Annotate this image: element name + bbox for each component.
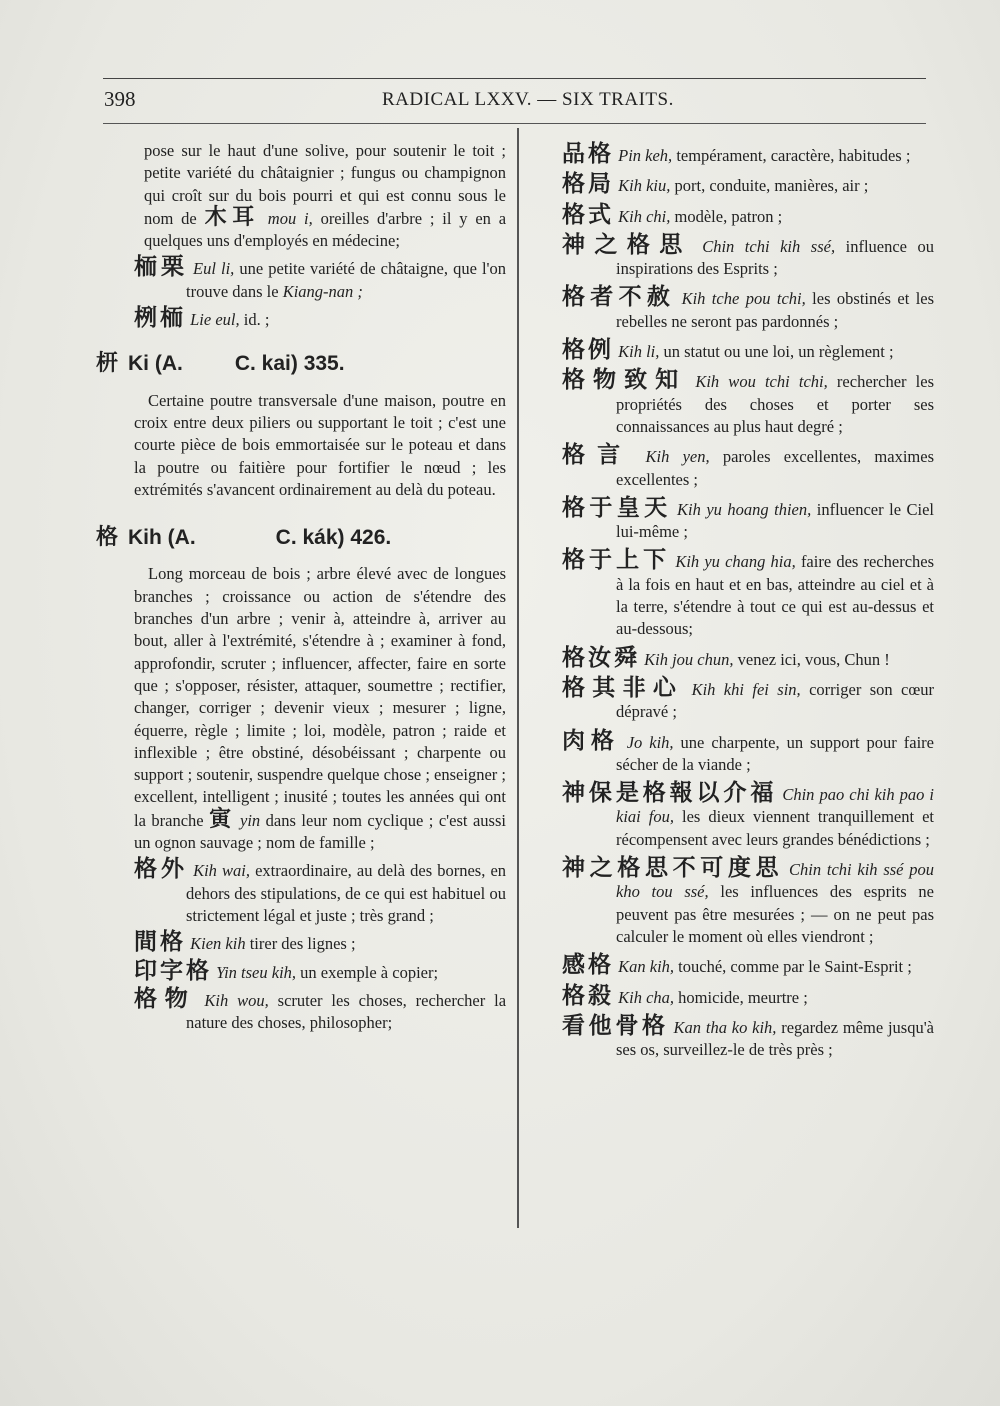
compound-romanization: Chin tchi kih ssé pou kho tou ssé, <box>616 860 935 902</box>
compound-hanzi: 格物 <box>134 985 196 1012</box>
compound-hanzi: 印字格 <box>134 957 212 984</box>
compound-romanization: Kih yu hoang thien, <box>676 499 812 519</box>
headword-ki <box>96 353 506 375</box>
compound-romanization: Jo kih, <box>626 732 674 752</box>
column-divider <box>517 128 519 1228</box>
compound-entry <box>562 644 934 671</box>
compound-text: homicide, meurtre ; <box>678 987 808 1007</box>
headword-definition <box>134 563 506 854</box>
compound-hanzi: 格言 <box>562 442 633 469</box>
cont-romanization: mou i, <box>267 208 313 228</box>
compound-romanization: Kih cha, <box>618 987 675 1007</box>
compound-hanzi: 格于上下 <box>562 547 671 574</box>
compound-hanzi: 格者不赦 <box>562 284 676 311</box>
sub-entry <box>134 256 506 303</box>
compound-romanization: Kan tha ko kih, <box>673 1017 777 1037</box>
cont-text: pose sur le haut d'une solive, pour soutenir le toit ; petite variété du châtaignier ; fungus ou champignon qui croît sur du bois pourri et qui est connu sous le nom de <box>144 141 506 228</box>
compound-hanzi: 格汝舜 <box>562 644 640 671</box>
compound-romanization: Kih khi fei sin, <box>691 679 801 699</box>
compound-entry <box>562 727 934 777</box>
compound-entry <box>562 173 934 197</box>
headword-cantonese: C. kák) 426. <box>275 526 392 550</box>
compound-romanization: Chin pao chi kih pao i kiai fou, <box>616 785 935 827</box>
continued-definition <box>144 140 506 252</box>
compound-romanization: Pin keh, <box>618 146 673 165</box>
compound-romanization: Kih kiu, <box>618 176 671 196</box>
header-rule <box>103 123 926 124</box>
cont-text-2: oreilles d'arbre ; il y en a quelques uns d'employés en médecine; <box>144 208 507 251</box>
compound-text: un exemple à copier; <box>300 962 439 982</box>
compound-romanization: Kih yen, <box>645 447 710 467</box>
compound-hanzi: 格外 <box>134 856 188 883</box>
top-rule <box>103 78 926 79</box>
compound-romanization: Kih yu chang hia, <box>675 552 796 572</box>
compound-entry <box>134 985 507 1035</box>
headword-cantonese: C. kai) 335. <box>234 352 345 376</box>
compound-romanization: Kih tche pou tchi, <box>681 289 806 309</box>
headword-romanization: Ki (A. <box>128 352 183 376</box>
compound-romanization: Chin tchi kih ssé, <box>702 236 836 256</box>
compound-entry <box>562 444 934 491</box>
sub-entry-text: une petite variété de châtaigne, que l'on trouve dans le <box>186 259 507 301</box>
cont-hanzi: 木耳 <box>204 204 260 230</box>
headword-romanization: Kih (A. <box>128 526 196 550</box>
compound-entry <box>562 286 934 333</box>
definition-hanzi: 寅 <box>209 806 235 832</box>
compound-entry <box>562 782 934 851</box>
compound-text: extraordinaire, au delà des bornes, en dehors des stipulations, de ce qui est habituel ou strictement légal et juste ; très grand ; <box>186 861 507 925</box>
definition-text-2: dans leur nom cyclique ; c'est aussi un ognon sauvage ; nom de famille ; <box>134 810 506 853</box>
compound-entry <box>134 957 506 984</box>
compound-text: scruter les choses, rechercher la nature des choses, philosopher; <box>186 990 507 1033</box>
sub-entry-hanzi: 栭栗 <box>134 254 188 281</box>
sub-entry <box>134 307 506 331</box>
definition-text: Long morceau de bois ; arbre élevé avec de longues branches ; croissance ou action de s'étendre des branches d'un arbre ; venir à, atteindre à, arriver au bout, aller à l'extrémité, s'étendre à ; examiner à fond, approfondir, scruter ; influencer, affecter, faire en sorte que ; s'opposer, résister, attaquer, soumettre ; rectifier, changer, corriger ; devenir vieux ; mesurer ; ligne, équerre, règle ; limite ; loi, modèle, patron ; raide et inflexible ; être obstiné, désobéissant ; charpente ou support ; soutenir, suspendre quelque chose ; enseigner ; excellent, intelligent ; inusité ; toutes les années qui ont la branche <box>134 564 506 830</box>
compound-text: les dieux viennent tranquillement et récompensent avec leurs grandes bénédictions ; <box>616 807 935 849</box>
compound-hanzi: 神保是格報以介福 <box>562 780 778 807</box>
sub-entry-place: Kiang-nan ; <box>282 281 363 301</box>
headword-char: 枅 <box>96 351 119 377</box>
right-column <box>562 140 934 1067</box>
compound-text: les influences des esprits ne peuvent pas être mesurées ; — on ne peut pas calculer le moment où elles viendront ; <box>616 882 935 946</box>
compound-romanization: Kih li, <box>618 342 660 362</box>
compound-romanization: Kih wou tchi tchi, <box>695 372 828 392</box>
sub-entry-hanzi: 栵栭 <box>134 305 186 332</box>
headword-definition: Certaine poutre transversale d'une maison, poutre en croix entre deux piliers ou supportant le toit ; c'est une courte pièce de bois emmortaisée sur le poteau et dans la poutre ou faitière pour fortifier le nœud ; les extrémités s'avancent ordinairement au delà du poteau. <box>134 390 506 499</box>
compound-text: rechercher les propriétés des choses et porter ses connaissances au plus haut degré ; <box>616 372 935 436</box>
compound-hanzi: 感格 <box>562 952 614 979</box>
compound-entry <box>562 674 935 724</box>
compound-text: regardez même jusqu'à ses os, surveillez-le de très près ; <box>616 1017 935 1060</box>
compound-entry <box>562 549 934 640</box>
compound-hanzi: 格于皇天 <box>562 494 672 521</box>
compound-text: modèle, patron ; <box>674 206 783 226</box>
compound-hanzi: 格式 <box>562 201 614 228</box>
left-column <box>96 140 507 1038</box>
compound-romanization: Kih wou, <box>204 990 269 1010</box>
compound-text: corriger son cœur dépravé ; <box>616 679 935 722</box>
compound-romanization: Yin tseu kih, <box>216 962 297 982</box>
sub-entry-romanization: Eul li, <box>193 259 235 279</box>
compound-text: venez ici, vous, Chun ! <box>737 649 890 669</box>
headword-kih <box>96 527 506 549</box>
compound-romanization: Kih chi, <box>618 206 671 226</box>
page-number: 398 <box>104 87 136 111</box>
compound-romanization: Kih jou chun, <box>644 649 734 669</box>
compound-text: les obstinés et les rebelles ne seront pas pardonnés ; <box>616 289 935 331</box>
compound-entry <box>134 858 506 927</box>
compound-entry <box>562 201 934 228</box>
compound-hanzi: 格其非心 <box>562 674 684 701</box>
compound-hanzi: 間格 <box>134 929 186 956</box>
compound-entry <box>562 1012 935 1062</box>
compound-text: une charpente, un support pour faire sécher de la viande ; <box>616 732 934 774</box>
compound-text: paroles excellentes, maximes excellentes ; <box>616 447 934 489</box>
compound-hanzi: 格例 <box>562 337 614 364</box>
compound-romanization: Kih wai, <box>193 861 250 881</box>
compound-entry <box>562 369 934 438</box>
compound-text: un statut ou une loi, un règlement ; <box>663 342 894 362</box>
sub-entry-romanization: Lie eul, <box>190 310 240 330</box>
compound-entry <box>562 982 934 1009</box>
compound-entry <box>562 857 934 948</box>
compound-hanzi: 格物致知 <box>562 367 687 394</box>
compound-hanzi: 神之格思 <box>562 231 692 258</box>
compound-text: influence ou inspirations des Esprits ; <box>616 236 935 279</box>
compound-hanzi: 肉格 <box>562 727 620 754</box>
compound-hanzi: 品格 <box>562 141 614 167</box>
compound-text: port, conduite, manières, air ; <box>674 176 869 196</box>
compound-entry <box>562 494 935 544</box>
compound-hanzi: 格局 <box>562 171 614 198</box>
compound-hanzi: 看他骨格 <box>562 1012 669 1039</box>
running-head: RADICAL LXXV. — SIX TRAITS. <box>382 89 674 110</box>
compound-entry <box>562 339 934 363</box>
compound-entry <box>134 931 506 955</box>
compound-hanzi: 格殺 <box>562 982 614 1009</box>
compound-hanzi: 神之格思不可度思 <box>562 855 784 882</box>
compound-text: faire des recherches à la fois en haut et en bas, atteindre au ciel et à la terre, s'étendre à tout ce qui est au-dessus et au-dessous; <box>616 552 935 639</box>
compound-entry <box>562 954 934 978</box>
sub-entry-text: id. ; <box>243 310 270 330</box>
headword-char: 格 <box>96 525 119 551</box>
compound-text: influencer le Ciel lui-même ; <box>616 499 935 542</box>
compound-romanization: Kien kih <box>190 934 246 954</box>
compound-entry <box>562 143 934 167</box>
compound-text: touché, comme par le Saint-Esprit ; <box>678 957 912 977</box>
compound-entry <box>562 231 935 281</box>
compound-text: tirer des lignes ; <box>249 934 356 954</box>
definition-romanization: yin <box>240 810 261 830</box>
compound-romanization: Kan kih, <box>618 957 675 977</box>
compound-text: tempérament, caractère, habitudes ; <box>676 146 911 165</box>
